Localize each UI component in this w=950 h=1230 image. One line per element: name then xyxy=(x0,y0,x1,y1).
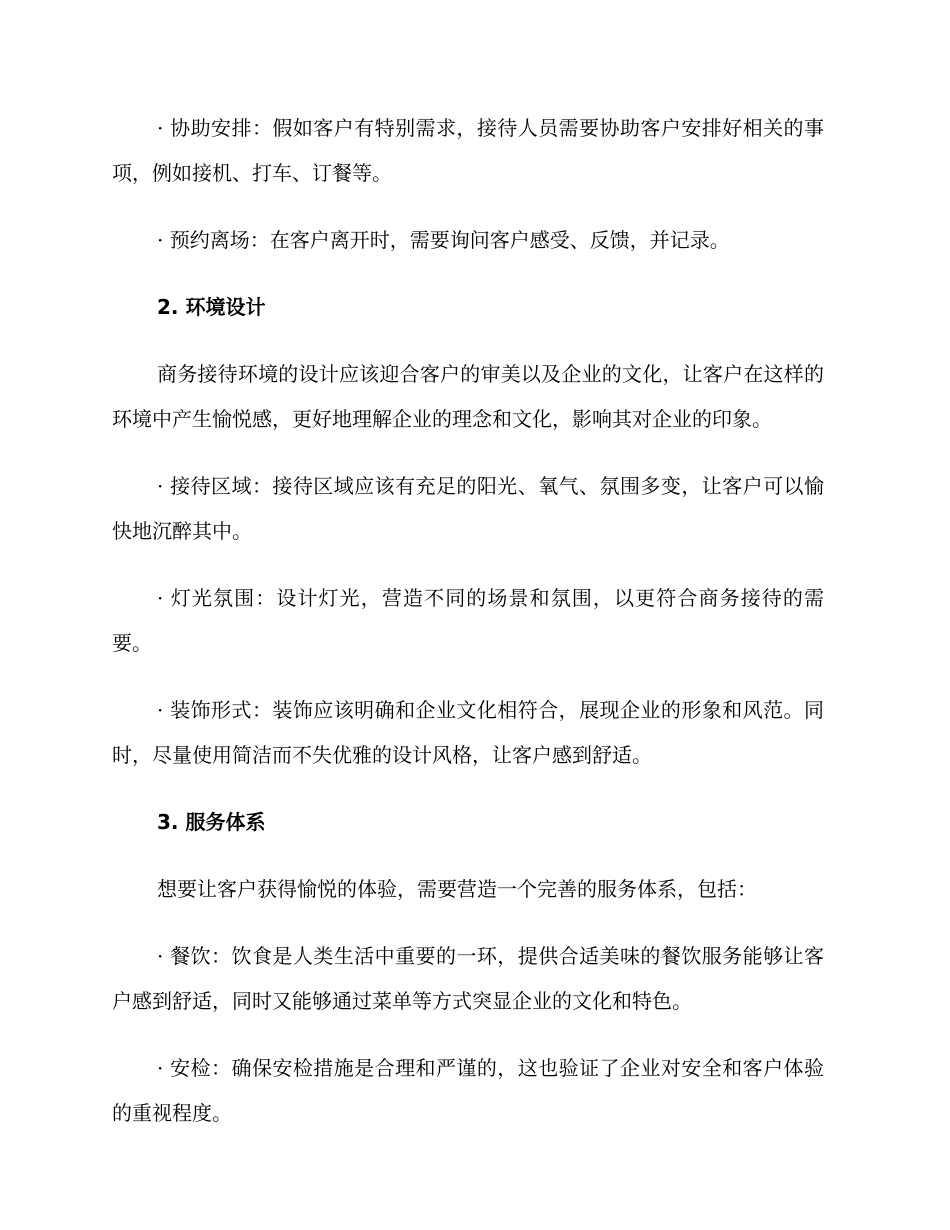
bullet-assist-arrangement: · 协助安排：假如客户有特别需求，接待人员需要协助客户安排好相关的事项，例如接机、打车、订餐等。 xyxy=(112,116,824,185)
bullet-lighting: · 灯光氛围：设计灯光，营造不同的场景和氛围，以更符合商务接待的需要。 xyxy=(112,586,824,655)
bullet-departure: · 预约离场：在客户离开时，需要询问客户感受、反馈，并记录。 xyxy=(157,228,730,252)
service-intro-paragraph: 想要让客户获得愉悦的体验，需要营造一个完善的服务体系，包括： xyxy=(157,877,757,901)
environment-intro-paragraph: 商务接待环境的设计应该迎合客户的审美以及企业的文化，让客户在这样的环境中产生愉悦感，更好地理解企业的理念和文化，影响其对企业的印象。 xyxy=(112,362,824,431)
bullet-decoration: · 装饰形式：装饰应该明确和企业文化相符合，展现企业的形象和风范。同时，尽量使用简洁而不失优雅的设计风格，让客户感到舒适。 xyxy=(112,698,824,767)
bullet-catering: · 餐饮：饮食是人类生活中重要的一环，提供合适美味的餐饮服务能够让客户感到舒适，同时又能够通过菜单等方式突显企业的文化和特色。 xyxy=(112,944,824,1013)
bullet-security-check: · 安检：确保安检措施是合理和严谨的，这也验证了企业对安全和客户体验的重视程度。 xyxy=(112,1056,824,1125)
document-page xyxy=(112,106,824,1158)
section-heading-service: 3. 服务体系 xyxy=(157,810,266,834)
bullet-reception-area: · 接待区域：接待区域应该有充足的阳光、氧气、氛围多变，让客户可以愉快地沉醉其中。 xyxy=(112,474,824,543)
section-heading-environment: 2. 环境设计 xyxy=(157,295,266,319)
